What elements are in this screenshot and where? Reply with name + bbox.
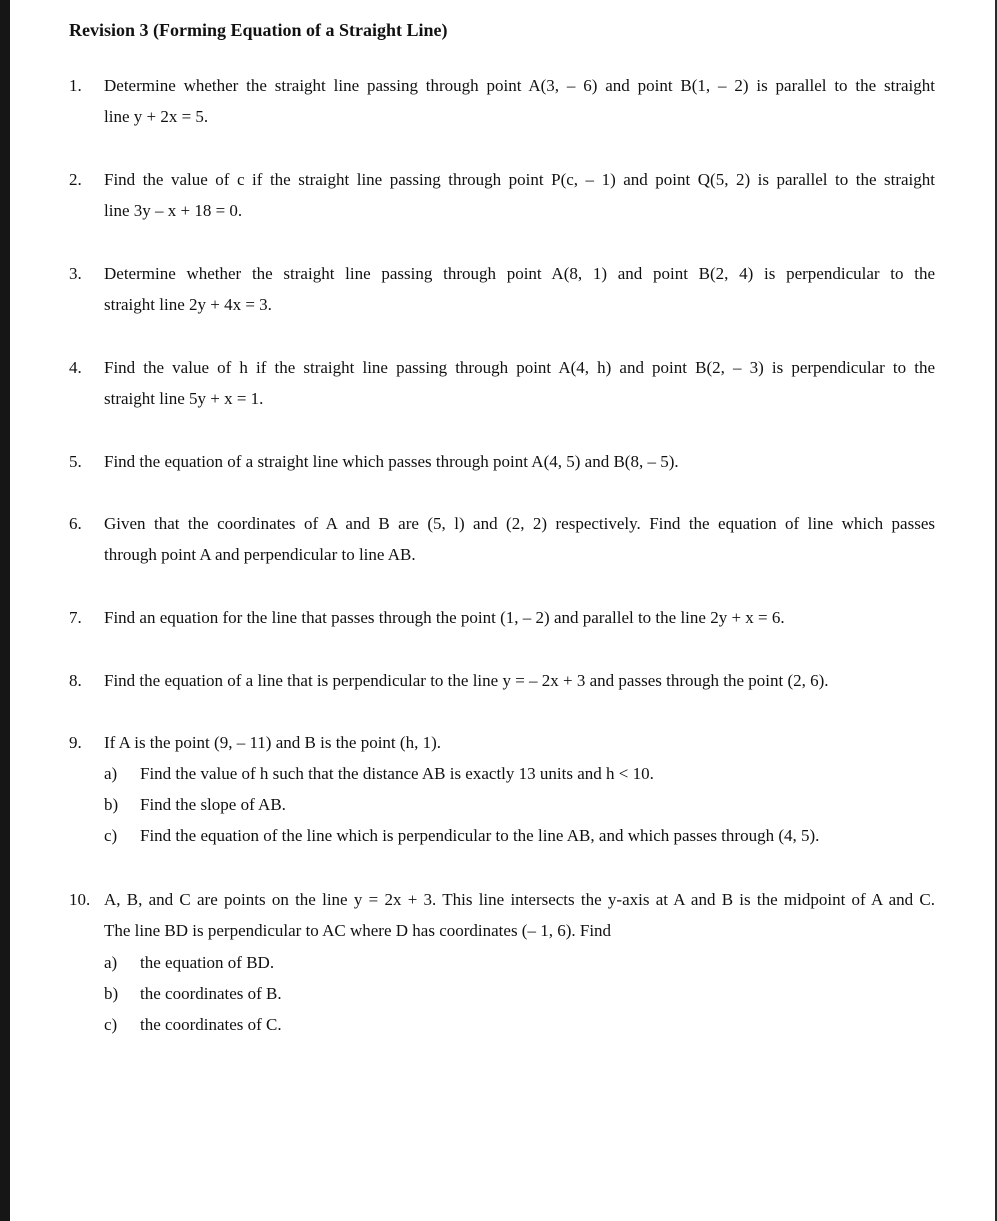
sub-part-label: b) bbox=[104, 795, 119, 814]
sub-part-label: a) bbox=[104, 764, 118, 783]
question-number: 6. bbox=[69, 514, 82, 533]
question-text-line: Given that the coordinates of A and B are (5, l) and (2, 2) respectively. Find the equation of line which passes bbox=[104, 514, 935, 533]
question-number: 3. bbox=[69, 264, 82, 283]
question-text-line: Determine whether the straight line passing through point A(8, 1) and point B(2, 4) is perpendicular to the bbox=[104, 264, 935, 283]
question-number: 8. bbox=[69, 671, 82, 690]
question-text-line: If A is the point (9, – 11) and B is the point (h, 1). bbox=[104, 733, 441, 752]
sub-part-label: b) bbox=[104, 984, 119, 1003]
sub-part-text: Find the equation of the line which is perpendicular to the line AB, and which passes through (4, 5). bbox=[140, 826, 820, 845]
question-text-line: line 3y – x + 18 = 0. bbox=[104, 201, 243, 220]
sub-part-text: Find the value of h such that the distance AB is exactly 13 units and h < 10. bbox=[140, 764, 654, 783]
sub-part-label: c) bbox=[104, 1015, 118, 1034]
sub-part-label: a) bbox=[104, 953, 118, 972]
question-number: 9. bbox=[69, 733, 82, 752]
question-text-line: Determine whether the straight line passing through point A(3, – 6) and point B(1, – 2) is parallel to the straight bbox=[104, 76, 935, 95]
question-text-line: The line BD is perpendicular to AC where D has coordinates (– 1, 6). Find bbox=[104, 921, 612, 940]
document-page bbox=[10, 0, 995, 1221]
question-text-line: Find the equation of a straight line which passes through point A(4, 5) and B(8, – 5). bbox=[104, 452, 679, 471]
sub-part-text: the coordinates of C. bbox=[140, 1015, 282, 1034]
question-number: 5. bbox=[69, 452, 82, 471]
question-text-line: A, B, and C are points on the line y = 2x + 3. This line intersects the y-axis at A and B is the midpoint of A and C. bbox=[104, 890, 935, 909]
sub-part-label: c) bbox=[104, 826, 118, 845]
question-number: 2. bbox=[69, 170, 82, 189]
question-text-line: Find the value of c if the straight line passing through point P(c, – 1) and point Q(5, 2) is parallel to the straight bbox=[104, 170, 935, 189]
question-text-line: Find the value of h if the straight line passing through point A(4, h) and point B(2, – 3) is perpendicular to the bbox=[104, 358, 935, 377]
question-text-line: through point A and perpendicular to line AB. bbox=[104, 545, 416, 564]
question-text-line: Find the equation of a line that is perpendicular to the line y = – 2x + 3 and passes through the point (2, 6). bbox=[104, 671, 829, 690]
question-text-line: Find an equation for the line that passes through the point (1, – 2) and parallel to the line 2y + x = 6. bbox=[104, 608, 785, 627]
question-text-line: line y + 2x = 5. bbox=[104, 107, 209, 126]
question-number: 10. bbox=[69, 890, 91, 909]
question-number: 7. bbox=[69, 608, 82, 627]
question-text-line: straight line 5y + x = 1. bbox=[104, 389, 264, 408]
sub-part-text: the coordinates of B. bbox=[140, 984, 282, 1003]
page-title: Revision 3 (Forming Equation of a Straight Line) bbox=[69, 20, 448, 40]
question-text-line: straight line 2y + 4x = 3. bbox=[104, 295, 272, 314]
sub-part-text: the equation of BD. bbox=[140, 953, 275, 972]
sub-part-text: Find the slope of AB. bbox=[140, 795, 286, 814]
question-number: 4. bbox=[69, 358, 82, 377]
scan-border-left bbox=[0, 0, 10, 1221]
question-number: 1. bbox=[69, 76, 82, 95]
